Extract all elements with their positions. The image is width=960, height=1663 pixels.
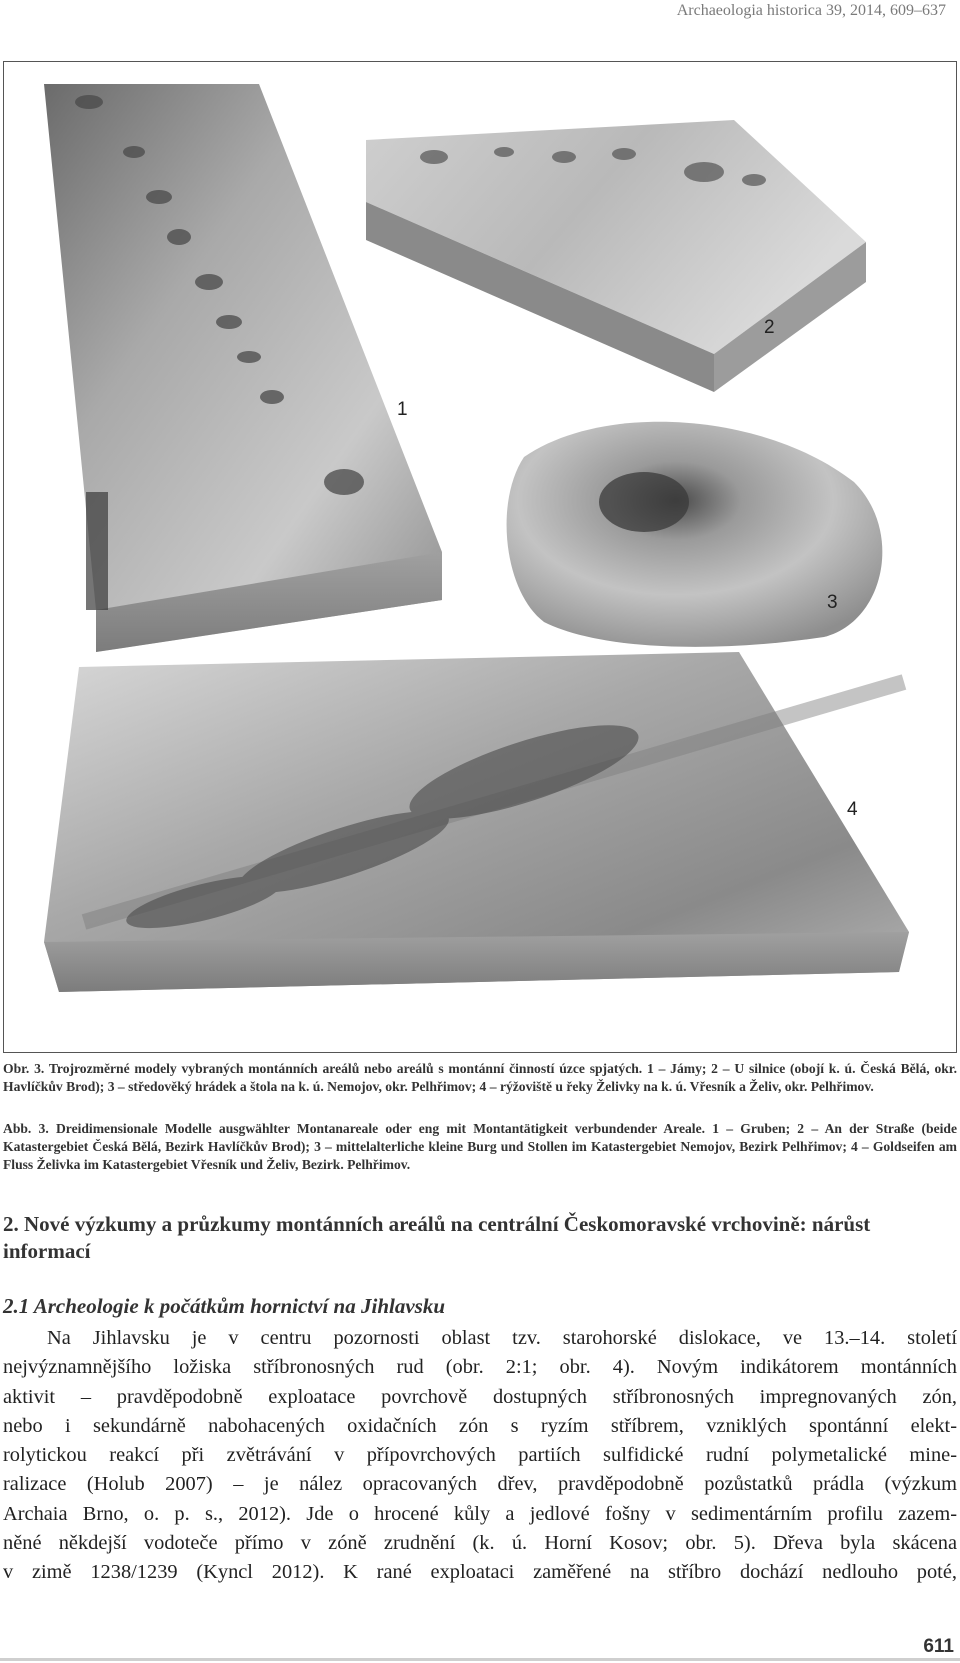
figure-3d-models: [3, 61, 957, 1053]
figure-caption-czech: Obr. 3. Trojrozměrné modely vybraných montánních areálů nebo areálů s montánní činností úzce spjatých. 1 – Jámy; 2 – U silnice (obojí k. ú. Česká Bělá, okr. Havlíčkův Brod); 3 – středověký hrádek a štola na k. ú. Nemojov, okr. Pelhřimov; 4 – rýžoviště u řeky Želivky na k. ú. Vřesník a Želiv, okr. Pelhřimov.: [3, 1061, 957, 1094]
model-3-terrain: [507, 422, 883, 647]
terrain-models-illustration: [4, 62, 956, 1052]
body-line: Na Jihlavsku je v centru pozornosti oblast tzv. starohorské dislokace, ve 13.–14. století: [47, 1327, 957, 1349]
page-number: 611: [923, 1636, 954, 1657]
body-line: nebo i sekundárně nabohacených oxidačních zón s ryzím stříbrem, vzniklých spontánní elekt-: [3, 1414, 957, 1437]
panel-label-1: 1: [397, 399, 408, 420]
section-heading: 2. Nové výzkumy a průzkumy montánních areálů na centrální Českomoravské vrchovině: nárůst informací: [3, 1212, 871, 1263]
body-line: aktivit – pravděpodobně exploatace povrchově dostupných stříbronosných impregnovaných zón,: [3, 1385, 957, 1408]
running-head: Archaeologia historica 39, 2014, 609–637: [676, 2, 946, 19]
panel-label-4: 4: [847, 799, 858, 820]
body-line: Archaia Brno, o. p. s., 2012). Jde o hrocené kůly a jedlové fošny v sedimentárním profilu zazem-: [3, 1502, 957, 1525]
panel-label-3: 3: [827, 592, 838, 613]
model-2-terrain: [366, 120, 866, 392]
subsection-heading: 2.1 Archeologie k počátkům hornictví na Jihlavsku: [3, 1294, 446, 1318]
panel-label-2: 2: [764, 317, 775, 338]
body-line: něné někdejší vodoteče přímo v zóně zrudnění (k. ú. Horní Kosov; obr. 5). Dřeva byla skácena: [3, 1532, 957, 1555]
body-line: rolytickou reakcí při zvětrávání v přípovrchových partiích sulfidické rudní polymetalické mine-: [3, 1444, 957, 1467]
body-line: nejvýznamnějšího ložiska stříbronosných rud (obr. 2:1; obr. 4). Novým indikátorem montánních: [3, 1356, 957, 1379]
model-4-terrain: [44, 652, 909, 992]
body-paragraph: [3, 1324, 957, 1588]
body-line: ralizace (Holub 2007) – je nález opracovaných dřev, pravděpodobně pozůstatků prádla (výzkum: [3, 1473, 957, 1496]
body-line: v zimě 1238/1239 (Kyncl 2012). K rané exploataci zaměřené na stříbro dochází nedlouho poté,: [3, 1561, 957, 1584]
footer-rule: [0, 1658, 960, 1661]
figure-caption-german: Abb. 3. Dreidimensionale Modelle ausgwählter Montanareale oder eng mit Montantätigkeit verbundender Areale. 1 – Gruben; 2 – An der Straße (beide Katastergebiet Česká Bělá, Bezirk Havlíčkův Brod); 3 – mittelalterliche kleine Burg und Stollen im Katastergebiet Nemojov, Bezirk Pelhřimov; 4 – Goldseifen am Fluss Želivka im Katastergebiet Vřesník und Želiv, Bezirk. Pelhřimov.: [3, 1121, 957, 1172]
